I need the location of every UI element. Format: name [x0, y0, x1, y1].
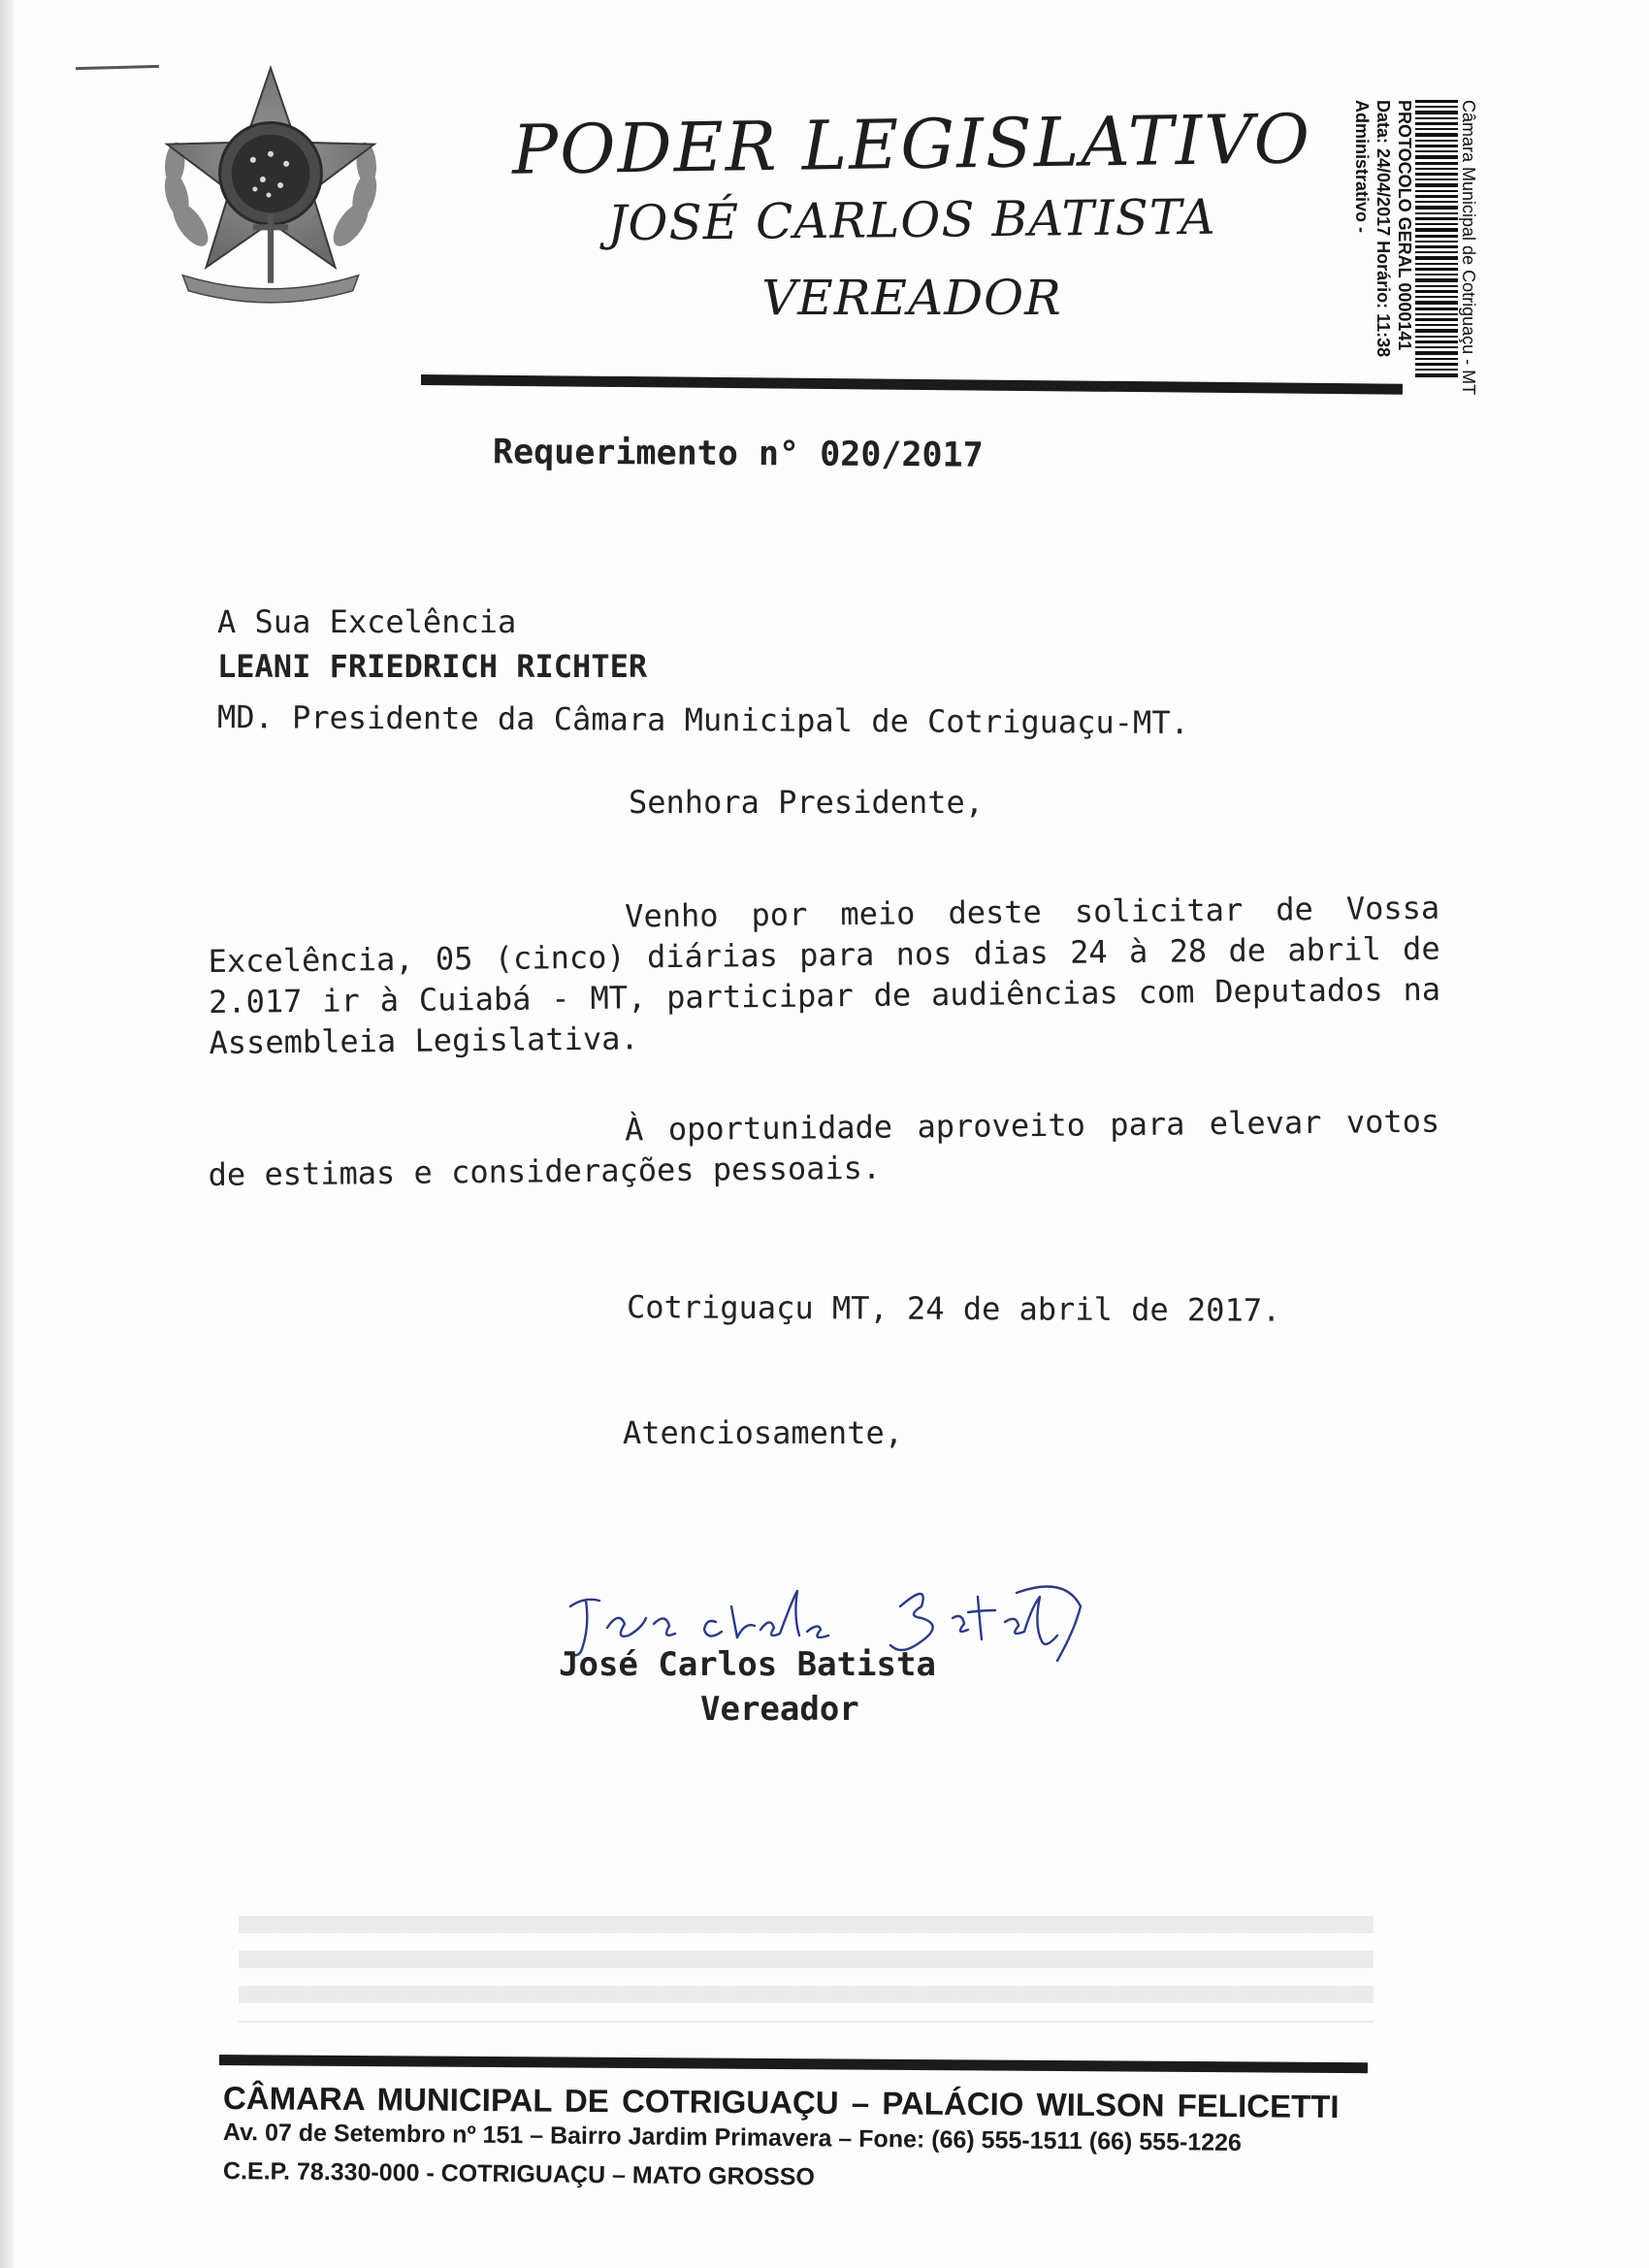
header-name: JOSÉ CARLOS BATISTA [607, 188, 1216, 252]
date-line: Cotriguaçu MT, 24 de abril de 2017. [626, 1288, 1281, 1329]
coat-of-arms-emblem [144, 58, 398, 312]
page-edge-shadow [0, 0, 14, 2268]
barcode-icon [1415, 100, 1458, 517]
recipient-title: MD. Presidente da Câmara Municipal de Cotriguaçu-MT. [216, 698, 1189, 742]
document-title: Requerimento n° 020/2017 [492, 433, 984, 475]
footer-postal-code: C.E.P. 78.330-000 - COTRIGUAÇU – MATO GROSSO [222, 2157, 816, 2191]
stamp-institution: Câmara Municipal de Cotriguaçu - MT [1459, 100, 1478, 396]
signer-role: Vereador [700, 1690, 859, 1729]
signer-name: José Carlos Batista [559, 1645, 936, 1684]
body-paragraph-request: Venho por meio deste solicitar de Vossa Excelência, 05 (cinco) diárias para nos dias 24 à 28 de abril de 2.017 ir à Cuiabá - MT, participar de audiências com Deputados na Assembleia Legislativa. [208, 889, 1441, 1061]
protocol-stamp [1316, 100, 1479, 517]
header-role: VEREADOR [761, 270, 1062, 326]
body-paragraph-regards: À oportunidade aproveito para elevar votos de estimas e considerações pessoais. [208, 1102, 1440, 1193]
header-divider [421, 374, 1403, 395]
recipient-name: LEANI FRIEDRICH RICHTER [217, 648, 648, 685]
stamp-date-time: Data: 24/04/2017 Horário: 11:38 [1374, 100, 1393, 358]
recipient-intro: A Sua Excelência [217, 603, 517, 640]
footer-institution: CÂMARA MUNICIPAL DE COTRIGUAÇU – PALÁCIO WILSON FELICETTI [222, 2080, 1340, 2125]
stamp-protocol-number: PROTOCOLO GERAL 0000141 [1395, 100, 1414, 351]
header-title: PODER LEGISLATIVO [511, 99, 1312, 190]
bleed-through-shadow [239, 1916, 1374, 2023]
footer-divider [219, 2055, 1368, 2073]
closing: Atenciosamente, [623, 1414, 903, 1451]
footer-address: Av. 07 de Setembro nº 151 – Bairro Jardim Primavera – Fone: (66) 555-1511 (66) 555-1226 [222, 2119, 1243, 2156]
stamp-department: Administrativo - [1352, 100, 1372, 234]
salutation: Senhora Presidente, [629, 784, 985, 821]
